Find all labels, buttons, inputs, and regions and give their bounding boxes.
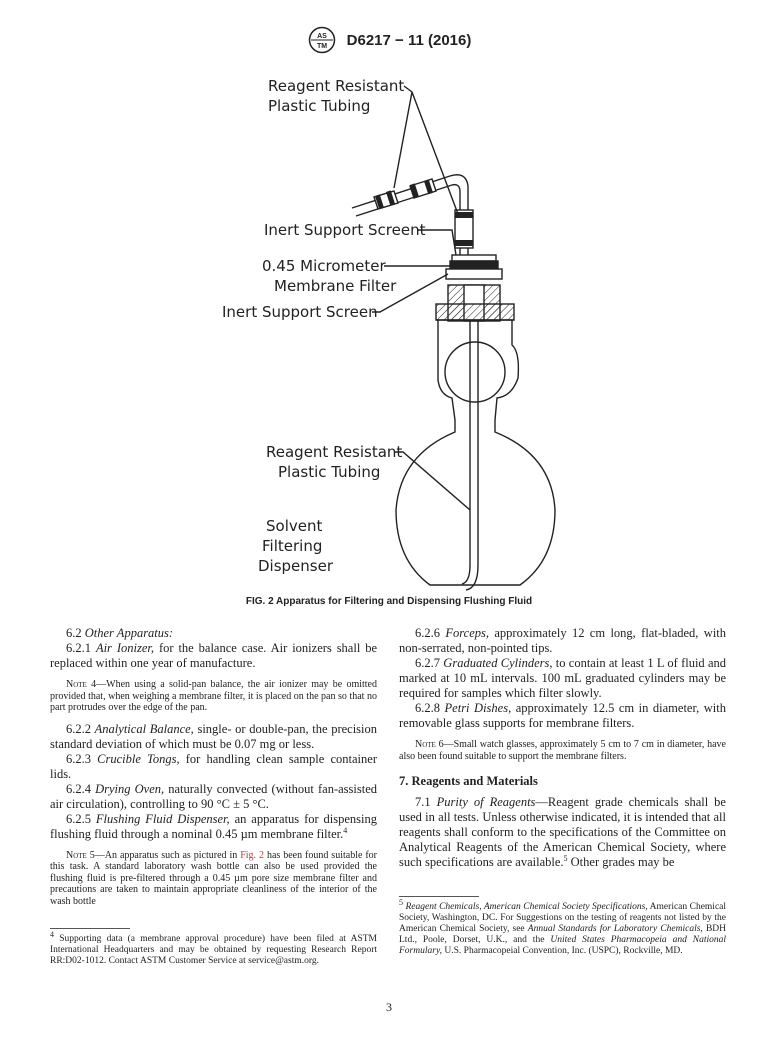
vertical-sleeve-band-b	[455, 240, 473, 246]
label-dispenser-2: Filtering	[262, 537, 323, 555]
term: Graduated Cylinders,	[443, 656, 553, 670]
section-number: 6.2	[66, 626, 82, 640]
footnote-rule	[50, 928, 130, 929]
label-support-screent: Inert Support Screent	[264, 221, 426, 239]
section-text: single- or double-pan, the precision standard deviation of which must be 0.07 mg or less.	[50, 721, 378, 751]
right-column	[399, 626, 726, 870]
note-label: Note 4	[66, 679, 97, 690]
section-number: 6.2.5	[66, 811, 91, 826]
footnote-text: Reagent Chemicals, American Chemical Society Specifications	[405, 902, 646, 912]
footnote-text: Annual Standards for Laboratory Chemicals,	[527, 924, 703, 934]
footnote-text: U.S. Pharmacopeial Convention, Inc. (USPC), Rockville, MD.	[444, 946, 683, 956]
footnote-text: United States Pharmacopeia and National Formulary,	[399, 935, 726, 956]
label-support-screen: Inert Support Screen	[222, 303, 378, 321]
section-number: 6.2.7	[415, 656, 440, 670]
footnote-rule	[399, 896, 479, 897]
term: Purity of Reagents	[436, 795, 536, 809]
label-tubing-bottom-2: Plastic Tubing	[278, 463, 381, 481]
svg-text:TM: TM	[316, 43, 327, 50]
section-text: —Reagent grade chemicals shall be used in all tests. Unless otherwise indicated, it is intended that all reagents shall conform to the specifications of the Committee on Analytical Reagents of the American Chemical Society, where such specifications are available.	[399, 795, 726, 869]
section-6-2-7	[399, 656, 726, 701]
section-text: for the balance case. Air ionizers shall be replaced within one year of manufacture.	[50, 641, 378, 670]
section-7-1	[399, 795, 726, 870]
note-text: —Small watch glasses, approximately 5 cm to 7 cm in diameter, have also been found suitable to support the membrane filters.	[399, 739, 726, 762]
note-label: Note 5	[66, 849, 95, 861]
bulb	[445, 342, 505, 402]
section-text: approximately 12 cm long, flat-bladed, with non-serrated, non-pointed tips.	[399, 626, 727, 655]
note-4	[50, 679, 377, 714]
term: Flushing Fluid Dispenser,	[95, 811, 230, 826]
label-membrane-2: Membrane Filter	[274, 277, 397, 295]
section-text: an apparatus for dispensing flushing fluid through a nominal 0.45 µm membrane filter.	[50, 811, 378, 841]
footnote-5	[399, 897, 727, 957]
note-text: —When using a solid-pan balance, the air ionizer may be omitted provided that, when weighing a membrane filter, it is placed on the pan so that no part protrudes over the edge of the pan.	[50, 679, 377, 713]
section-number: 7.1	[415, 795, 431, 809]
leader-tubing-bottom	[395, 452, 470, 510]
label-tubing-top-2: Plastic Tubing	[268, 97, 371, 115]
filter-holder	[446, 269, 502, 279]
footnote-ref[interactable]: 4	[343, 825, 348, 835]
footnote-ref[interactable]: 5	[563, 853, 568, 863]
section-text: for handling clean sample container lids.	[50, 751, 377, 781]
section-6-2	[50, 626, 377, 641]
term: Drying Oven,	[95, 781, 165, 796]
section-number: 6.2.1	[66, 641, 91, 655]
footnote-text: Supporting data (a membrane approval procedure) have been filed at ASTM International Headquarters and may be obtained by requesting Research Report RR:D02-1012. Contact ASTM Customer Service at service@astm.org.	[50, 934, 378, 966]
footnote-text: , American Chemical Society, Washington, DC. For Suggestions on the testing of reagents not listed by the American Chemical Society, see	[399, 902, 727, 934]
note-label: Note 6	[415, 739, 444, 750]
section-7-heading: 7. Reagents and Materials	[399, 774, 538, 788]
membrane-filter	[450, 261, 498, 269]
section-title: Other Apparatus:	[84, 626, 174, 640]
footnote-text: BDH Ltd., Poole, Dorset, U.K., and the	[399, 924, 727, 945]
svg-text:AS: AS	[316, 33, 327, 40]
section-number: 6.2.8	[415, 701, 440, 715]
section-text: approximately 12.5 cm in diameter, with removable glass supports for membrane filters.	[399, 701, 727, 730]
footnote-number: 5	[399, 897, 403, 907]
term: Analytical Balance,	[94, 721, 194, 736]
label-membrane-1: 0.45 Micrometer	[262, 257, 386, 275]
section-6-2-8	[399, 701, 726, 731]
figure-caption: FIG. 2 Apparatus for Filtering and Dispensing Flushing Fluid	[245, 596, 533, 607]
note-text: —An apparatus such as pictured in	[94, 849, 238, 861]
section-6-2-2	[50, 722, 377, 752]
label-dispenser-1: Solvent	[266, 517, 323, 535]
section-text: to contain at least 1 L of fluid and marked at 10 mL intervals. 100 mL graduated cylinders may be required for samples which filter slowly.	[399, 656, 727, 700]
cap-flange	[436, 304, 514, 320]
section-number: 6.2.4	[66, 781, 91, 796]
page-number: 3	[386, 1000, 392, 1014]
term: Crucible Tongs,	[97, 751, 180, 766]
note-text: has been found suitable for this task. A standard laboratory wash bottle can also be used provided the flushing fluid is pre-filtered through a 0.45 µm pore size membrane filter and precautions are taken to maintain appropriate cleanliness of the interior of the wash bottle	[50, 849, 378, 907]
note-6	[399, 739, 726, 762]
section-6-2-4	[50, 782, 377, 812]
top-support-screen	[452, 255, 496, 261]
neck	[396, 420, 555, 585]
document-designation: D6217 − 11 (2016)	[346, 31, 472, 49]
label-tubing-top-1: Reagent Resistant	[268, 77, 405, 95]
section-6-2-5	[50, 812, 377, 842]
label-dispenser-3: Dispenser	[258, 557, 333, 575]
section-number: 6.2.6	[415, 626, 440, 640]
section-6-2-1	[50, 641, 377, 671]
term: Forceps,	[445, 626, 489, 640]
note-5	[50, 850, 377, 908]
inner-tube-bottom	[462, 565, 478, 590]
footnote-4	[50, 929, 378, 967]
section-text: naturally convected (without fan-assisted air circulation), controlling to 90 °C ± 5 °C.	[50, 781, 377, 811]
left-column	[50, 626, 377, 915]
footnote-number: 4	[50, 929, 54, 939]
term: Petri Dishes,	[444, 701, 512, 715]
term: Air Ionizer,	[95, 641, 154, 655]
label-tubing-bottom-1: Reagent Resistant	[266, 443, 403, 461]
figure-link[interactable]: Fig. 2	[240, 849, 264, 861]
section-number: 6.2.3	[66, 751, 91, 766]
section-text: Other grades may be	[570, 855, 675, 869]
section-number: 6.2.2	[66, 721, 91, 736]
section-6-2-6	[399, 626, 726, 656]
section-6-2-3	[50, 752, 377, 782]
